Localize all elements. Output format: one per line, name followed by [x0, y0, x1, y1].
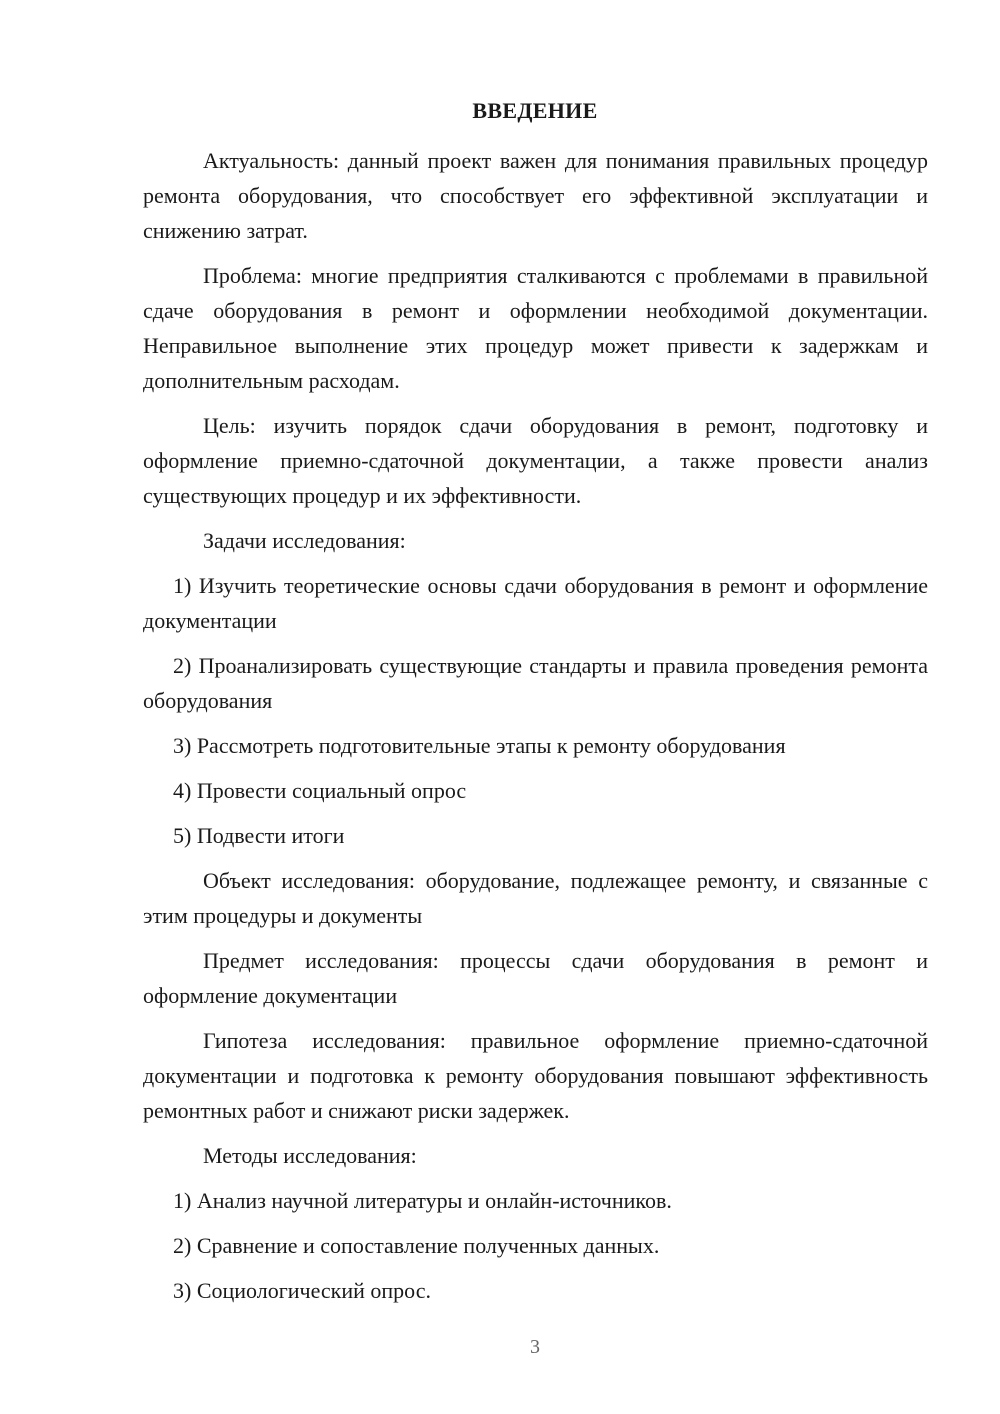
task-item: 3) Рассмотреть подготовительные этапы к ремонту оборудования	[173, 733, 786, 758]
paragraph-object: Объект исследования: оборудование, подлежащее ремонту, и связанные с этим процедуры и документы	[143, 868, 928, 928]
method-item: 1) Анализ научной литературы и онлайн-источников.	[173, 1188, 672, 1213]
paragraph-hypothesis: Гипотеза исследования: правильное оформление приемно-сдаточной документации и подготовка к ремонту оборудования повышают эффективность ремонтных работ и снижают риски задержек.	[143, 1028, 928, 1123]
paragraph-relevance: Актуальность: данный проект важен для понимания правильных процедур ремонта оборудования, что способствует его эффективной эксплуатации и снижению затрат.	[143, 148, 928, 243]
paragraph-goal: Цель: изучить порядок сдачи оборудования в ремонт, подготовку и оформление приемно-сдаточной документации, а также провести анализ существующих процедур и их эффективности.	[143, 413, 928, 508]
task-item: 2) Проанализировать существующие стандарты и правила проведения ремонта оборудования	[143, 653, 928, 713]
method-item: 2) Сравнение и сопоставление полученных данных.	[173, 1233, 660, 1258]
task-item: 5) Подвести итоги	[173, 823, 345, 848]
method-item: 3) Социологический опрос.	[173, 1278, 431, 1303]
paragraph-subject: Предмет исследования: процессы сдачи оборудования в ремонт и оформление документации	[143, 948, 928, 1008]
methods-heading: Методы исследования:	[203, 1143, 417, 1168]
tasks-heading: Задачи исследования:	[203, 528, 406, 553]
document-body	[143, 143, 928, 1318]
task-item: 1) Изучить теоретические основы сдачи оборудования в ремонт и оформление документации	[143, 573, 928, 633]
paragraph-problem: Проблема: многие предприятия сталкиваются с проблемами в правильной сдаче оборудования в ремонт и оформлении необходимой документации. Неправильное выполнение этих процедур может привести к задержкам и дополнительным расходам.	[143, 263, 928, 393]
section-heading: ВВЕДЕНИЕ	[472, 98, 598, 123]
page-number: 3	[530, 1336, 540, 1358]
task-item: 4) Провести социальный опрос	[173, 778, 467, 803]
